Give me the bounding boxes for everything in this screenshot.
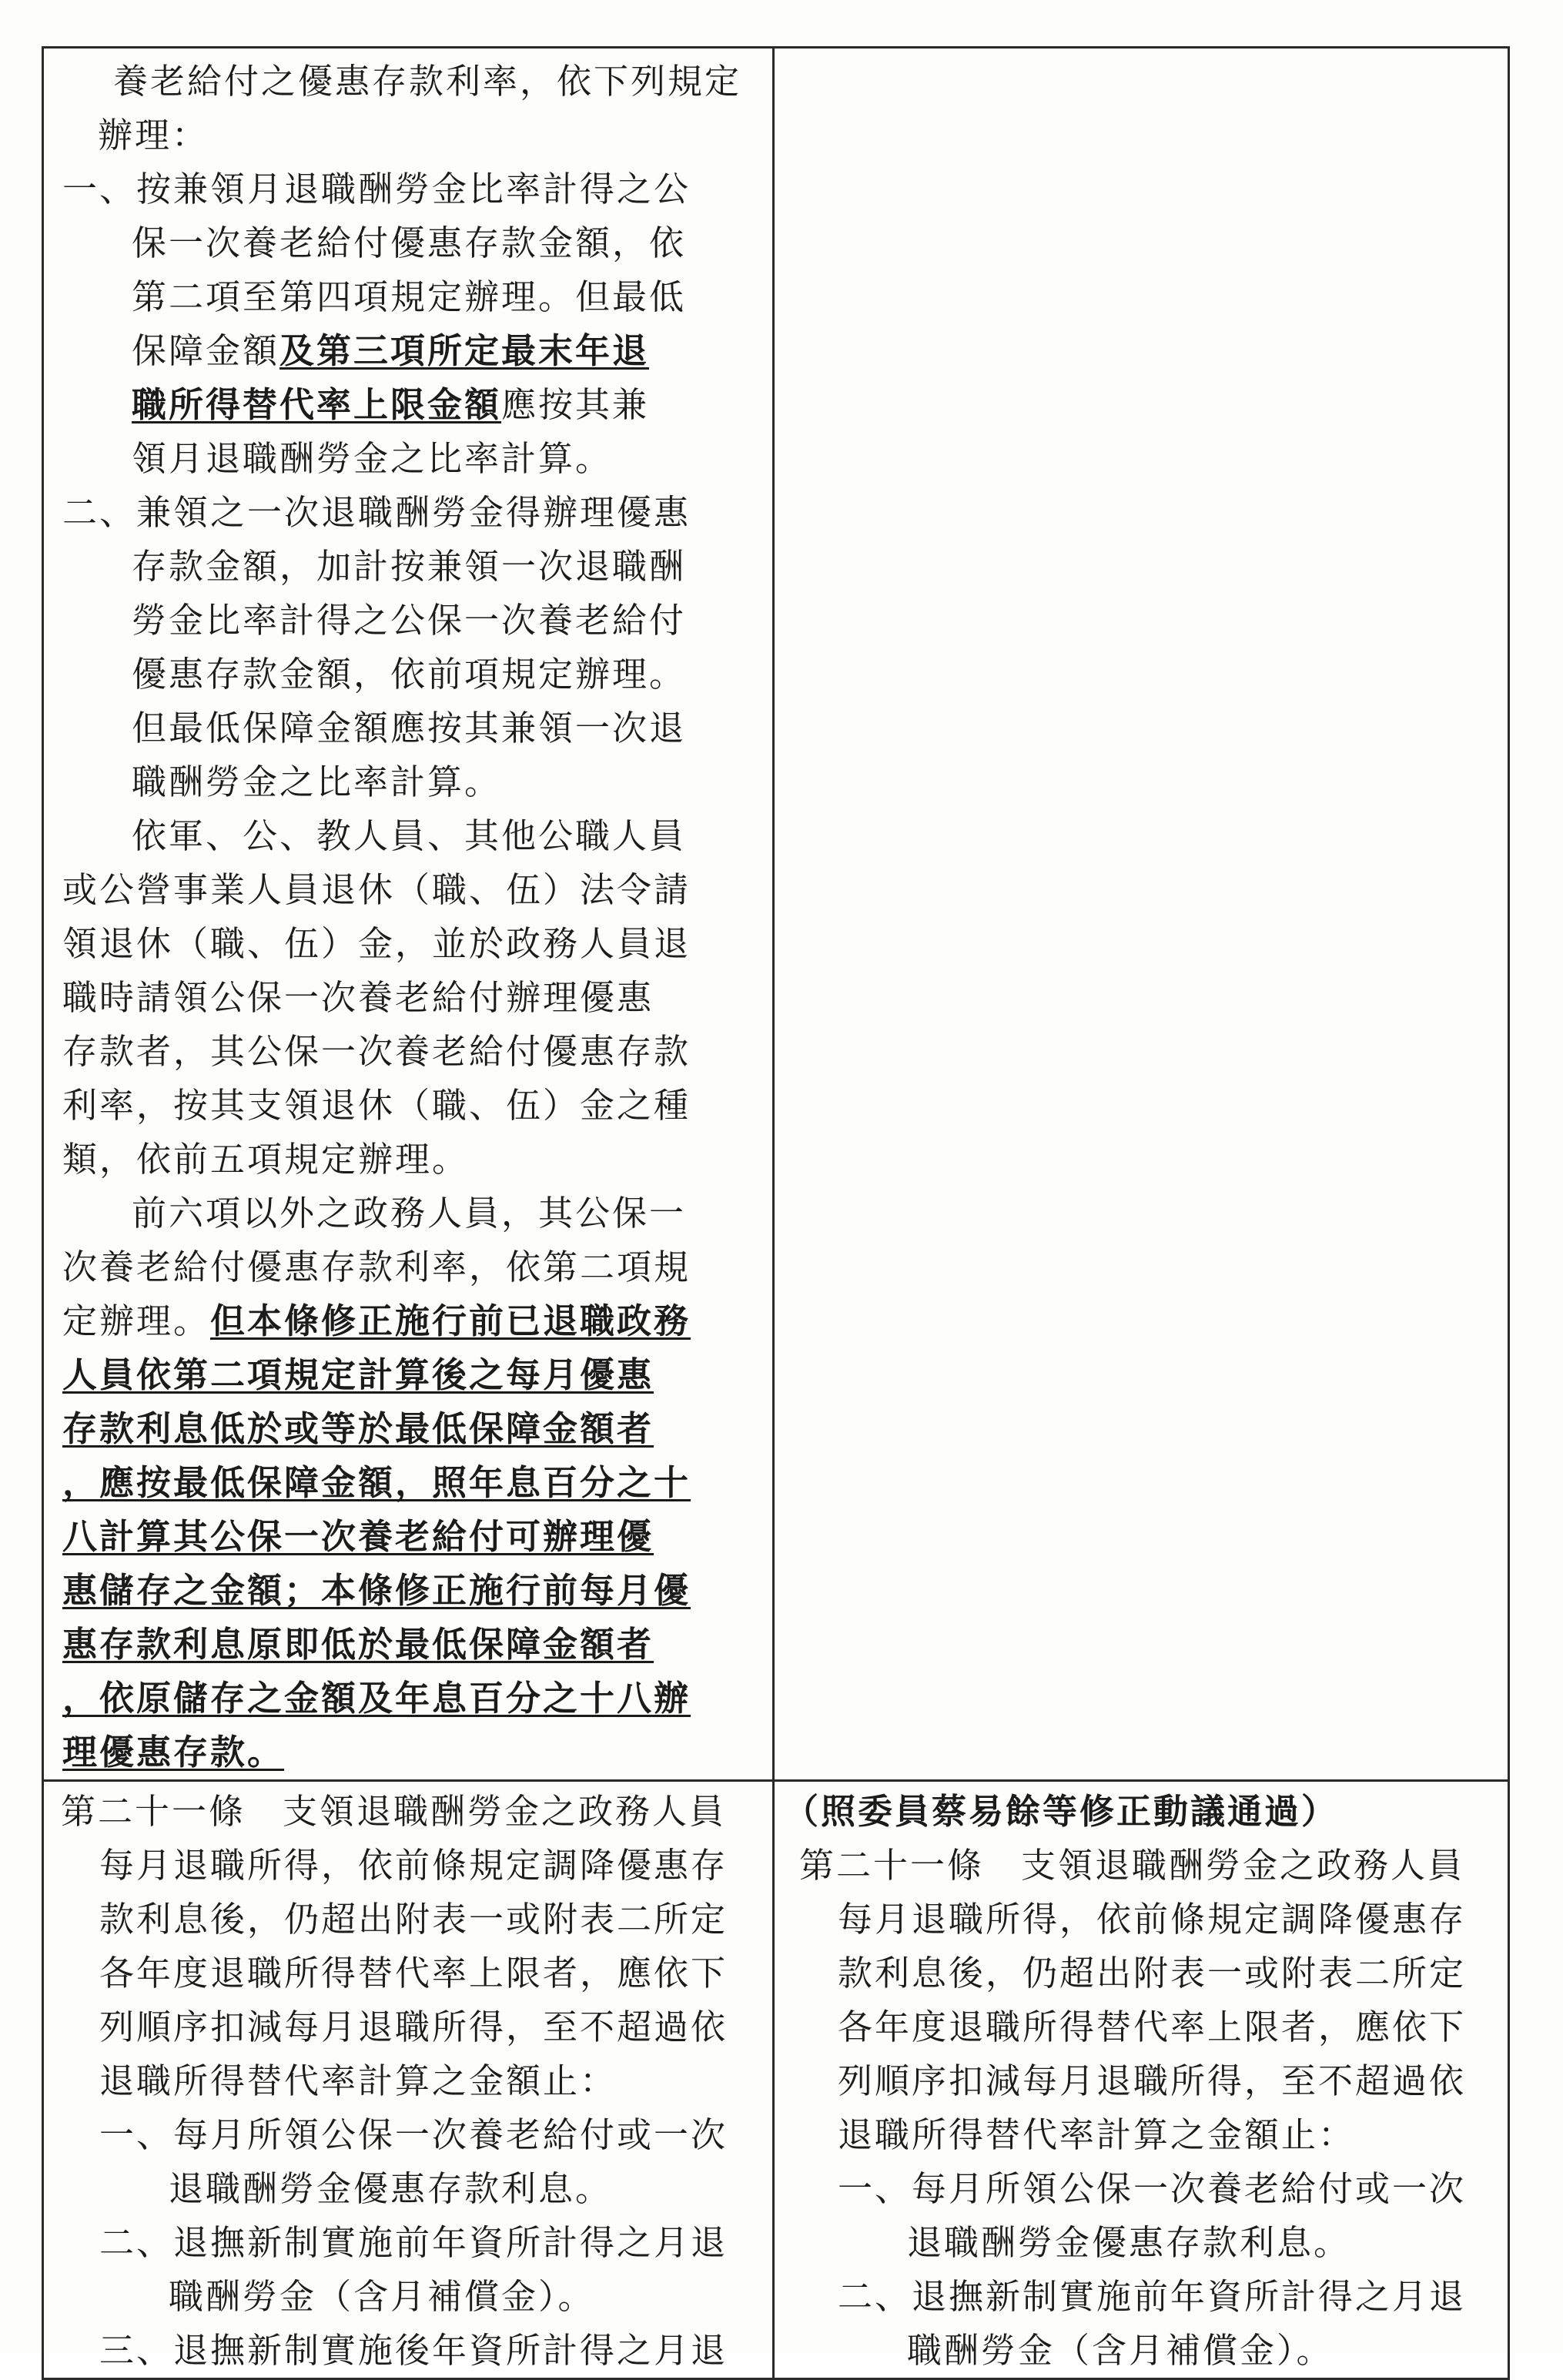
list-item-1: 一、每月所領公保一次養老給付或一次 <box>99 2114 728 2155</box>
text-line: 職酬勞金（含月補償金）。 <box>907 2330 1334 2371</box>
text-line: 各年度退職所得替代率上限者，應依下 <box>99 1953 728 1993</box>
paragraph-first-line: 依軍、公、教人員、其他公職人員 <box>132 815 687 856</box>
list-item-1: 一、按兼領月退職酬勞金比率計得之公 <box>62 169 691 209</box>
amended-text: 惠存款利息原即低於最低保障金額者 <box>62 1624 654 1665</box>
amended-text: 惠儲存之金額；本條修正施行前每月優 <box>62 1570 691 1611</box>
text-line: 優惠存款金額，依前項規定辦理。 <box>132 654 687 695</box>
text-line: 每月退職所得，依前條規定調降優惠存 <box>99 1845 728 1886</box>
left-cell-article-20-text <box>43 48 774 1781</box>
paragraph-first-line: 前六項以外之政務人員，其公保一 <box>132 1193 687 1234</box>
amended-text: 八計算其公保一次養老給付可辦理優 <box>62 1516 654 1557</box>
text-line: 利率，按其支領退休（職、伍）金之種 <box>62 1085 691 1126</box>
text-line: 職酬勞金之比率計算。 <box>132 762 502 802</box>
text-span: 定辦理。 <box>62 1300 211 1341</box>
comparison-table <box>42 46 1510 2380</box>
text-line: 第二項至第四項規定辦理。但最低 <box>132 276 687 317</box>
text-line: 養老給付之優惠存款利率，依下列規定 <box>113 61 742 102</box>
text-line: 列順序扣減每月退職所得，至不超過依 <box>838 2060 1467 2101</box>
amended-text: ，依原儲存之金額及年息百分之十八辦 <box>62 1678 691 1719</box>
article-heading: 第二十一條 支領退職酬勞金之政務人員 <box>799 1845 1465 1886</box>
text-line: 但最低保障金額應按其兼領一次退 <box>132 708 687 748</box>
right-cell-article-21 <box>774 1781 1509 2379</box>
text-line: 退職酬勞金優惠存款利息。 <box>907 2222 1351 2263</box>
text-line <box>62 1294 758 1348</box>
table-row <box>43 48 1509 1781</box>
list-item-2: 二、退撫新制實施前年資所計得之月退 <box>99 2222 728 2263</box>
text-span: 保障金額 <box>132 330 280 371</box>
text-line: 各年度退職所得替代率上限者，應依下 <box>838 2007 1467 2047</box>
list-item-2: 二、退撫新制實施前年資所計得之月退 <box>838 2276 1467 2317</box>
text-line: 勞金比率計得之公保一次養老給付 <box>132 600 687 641</box>
text-line <box>62 324 758 378</box>
text-line: 職時請領公保一次養老給付辦理優惠 <box>62 977 654 1018</box>
amended-text: 及第三項所定最末年退 <box>279 330 650 371</box>
list-item-2: 二、兼領之一次退職酬勞金得辦理優惠 <box>62 492 691 533</box>
text-line: 類，依前五項規定辦理。 <box>62 1139 470 1180</box>
text-line: 領月退職酬勞金之比率計算。 <box>132 438 613 479</box>
text-line: 保一次養老給付優惠存款金額，依 <box>132 223 687 263</box>
text-line: 存款者，其公保一次養老給付優惠存款 <box>62 1031 691 1072</box>
text-line <box>62 378 758 432</box>
amended-text: ，應按最低保障金額，照年息百分之十 <box>62 1462 691 1503</box>
text-line: 退職所得替代率計算之金額止： <box>99 2060 618 2101</box>
amended-text: 但本條修正施行前已退職政務 <box>210 1300 691 1341</box>
text-line: 退職所得替代率計算之金額止： <box>838 2114 1356 2155</box>
right-cell-empty <box>774 48 1509 1781</box>
text-line: 每月退職所得，依前條規定調降優惠存 <box>838 1899 1467 1940</box>
text-line: 職酬勞金（含月補償金）。 <box>169 2276 595 2317</box>
table-row <box>43 1781 1509 2379</box>
left-cell-article-21 <box>43 1781 774 2379</box>
text-line: 領退休（職、伍）金，並於政務人員退 <box>62 923 691 964</box>
text-line: 或公營事業人員退休（職、伍）法令請 <box>62 869 691 910</box>
amended-text: 存款利息低於或等於最低保障金額者 <box>62 1408 654 1449</box>
amended-text: 理優惠存款。 <box>62 1732 285 1772</box>
amended-text: 人員依第二項規定計算後之每月優惠 <box>62 1354 654 1395</box>
text-line: 列順序扣減每月退職所得，至不超過依 <box>99 2007 728 2047</box>
text-line: 退職酬勞金優惠存款利息。 <box>169 2168 613 2209</box>
list-item-1: 一、每月所領公保一次養老給付或一次 <box>838 2168 1467 2209</box>
amended-text: 職所得替代率上限金額 <box>132 384 502 425</box>
text-line: 次養老給付優惠存款利率，依第二項規 <box>62 1247 691 1287</box>
list-item-3: 三、退撫新制實施後年資所計得之月退 <box>99 2330 728 2371</box>
text-line: 款利息後，仍超出附表一或附表二所定 <box>838 1953 1467 1993</box>
text-span: 應按其兼 <box>501 384 650 425</box>
text-line: 辦理： <box>98 115 209 156</box>
text-line: 存款金額，加計按兼領一次退職酬 <box>132 546 687 587</box>
amendment-note: （照委員蔡易餘等修正動議通過） <box>784 1791 1339 1832</box>
article-heading: 第二十一條 支領退職酬勞金之政務人員 <box>61 1791 727 1832</box>
text-line: 款利息後，仍超出附表一或附表二所定 <box>99 1899 728 1940</box>
